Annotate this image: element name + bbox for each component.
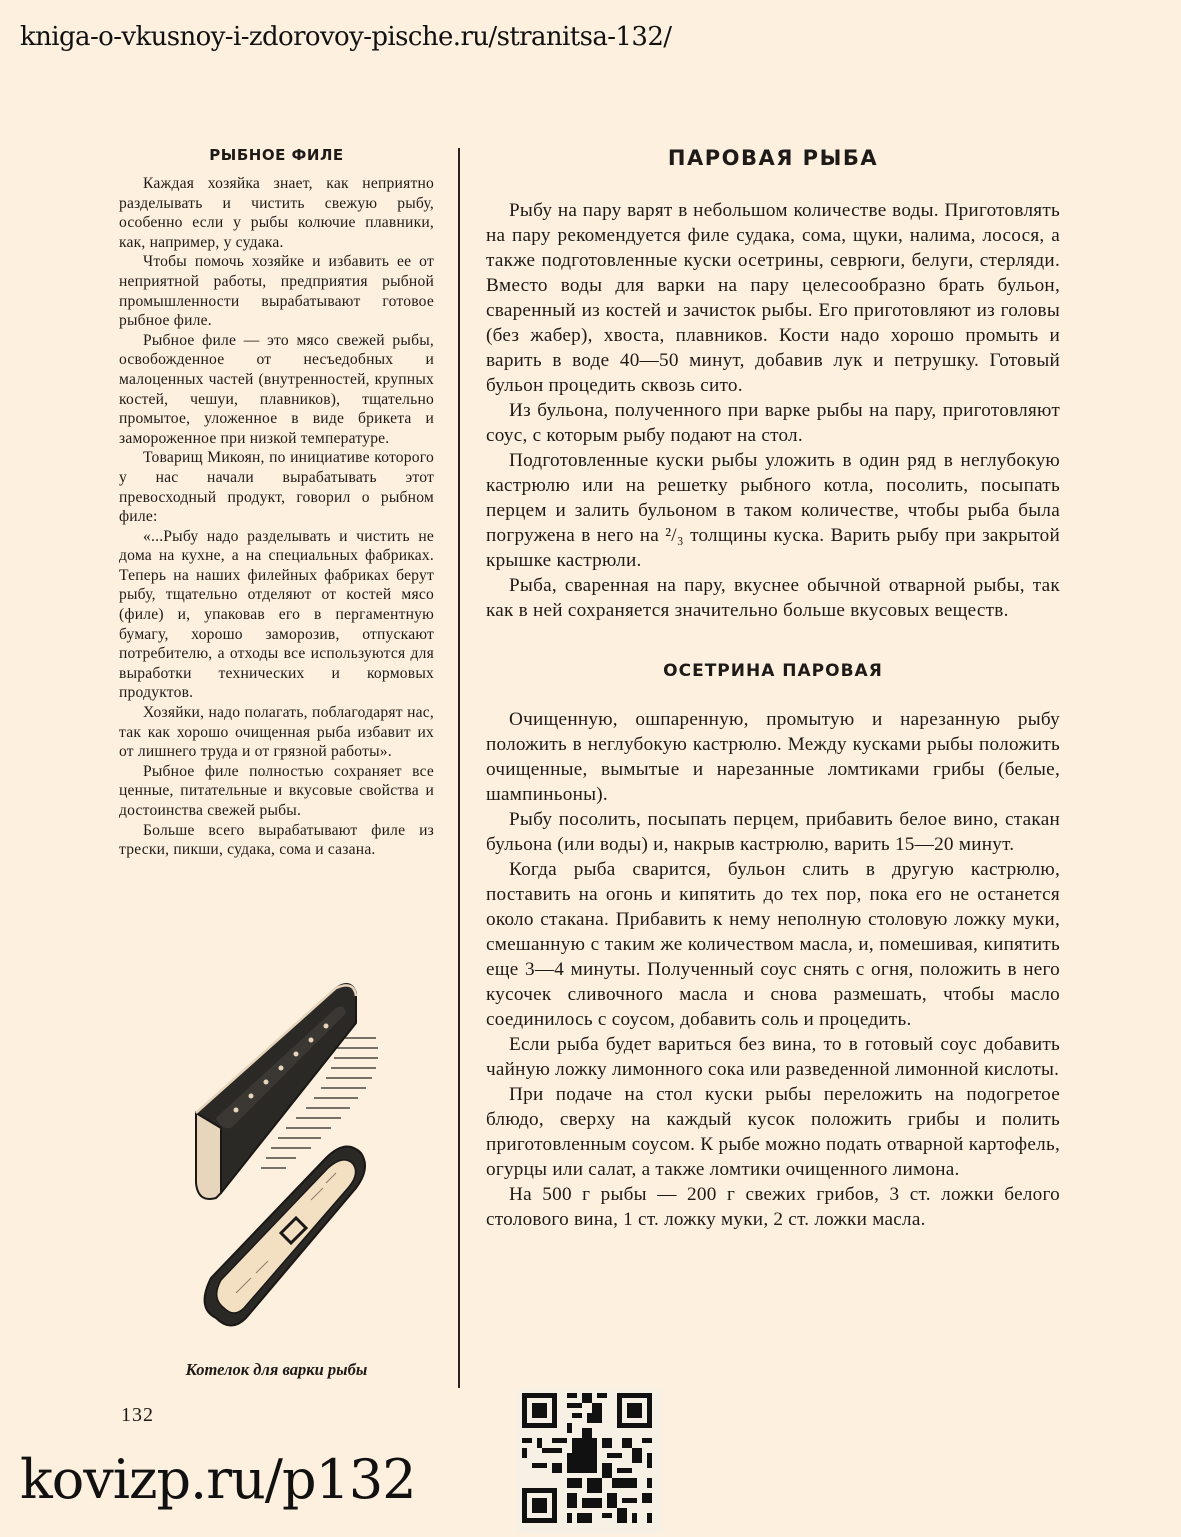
quote-paragraph: «...Рыбу надо разделывать и чистить не дома на кухне, а на специальных фабриках. Теперь на наших филейных фабриках берут рыбу, тщательно отделяют от костей мясо (филе) и, упаковав его в пергаментную бумагу, хорошо заморозив, отпускают потребителю, а отходы все используются для выработки технических и кормовых продуктов. xyxy=(119,527,434,702)
fish-kettle-icon xyxy=(186,978,456,1338)
right-column xyxy=(486,146,1060,1232)
paragraph: Рыбное филе — это мясо свежей рыбы, освобожденное от несъедобных и малоценных частей (внутренностей, крупных костей, чешуи, плавников), тщательно промытое, уложенное в виде брикета и замороженное при низкой температуре. xyxy=(119,331,434,447)
short-url-link[interactable]: kovizp.ru/p132 xyxy=(20,1448,416,1511)
paragraph: Рыбу на пару варят в небольшом количестве воды. Приготовлять на пару рекомендуется филе судака, сома, щуки, налима, лосося, а также подготовленные куски осетрины, севрюги, белуги, стерляди. Вместо воды для варки на пару целесообразно брать бульон, сваренный из костей и зачисток рыбы. Его приготовляют из головы (без жабер), хвоста, плавников. Кости надо хорошо промыть и варить в воде 40—50 минут, добавив лук и петрушку. Готовый бульон процедить сквозь сито. xyxy=(486,200,1060,396)
paragraph: Товарищ Микоян, по инициативе которого у нас начали вырабатывать этот превосходный продукт, говорил о рыбном филе: xyxy=(119,449,434,526)
paragraph: При подаче на стол куски рыбы переложить на подогретое блюдо, сверху на каждый кусок положить грибы и полить приготовленным соусом. К рыбе можно подать отварной картофель, огурцы или салат, а также ломтики очищенного лимона. xyxy=(486,1084,1060,1180)
paragraph: Рыба, сваренная на пару, вкуснее обычной отварной рыбы, так как в ней сохраняется значительно больше вкусовых веществ. xyxy=(486,575,1060,621)
fish-kettle-illustration xyxy=(186,978,456,1338)
paragraph: Если рыба будет вариться без вина, то в готовый соус добавить чайную ложку лимонного сока или разведенной лимонной кислоты. xyxy=(486,1034,1060,1080)
column-divider xyxy=(458,148,460,1388)
section-title-steamed-sturgeon: ОСЕТРИНА ПАРОВАЯ xyxy=(663,661,883,681)
page-number: 132 xyxy=(121,1404,154,1426)
section-title-steamed-fish: ПАРОВАЯ РЫБА xyxy=(667,146,879,170)
qr-code-icon[interactable] xyxy=(517,1388,662,1533)
paragraph: Подготовленные куски рыбы уложить в один ряд в неглубокую кастрюлю или на решетку рыбного котла, посолить, посыпать перцем и залить бульоном в таком количестве, чтобы рыба была погружена в него на ²/₃ толщины куска. Варить рыбу при закрытой крышке кастрюли. xyxy=(486,450,1060,571)
section-gap xyxy=(486,623,1060,661)
quote-paragraph: Хозяйки, надо полагать, поблагодарят нас, так как хорошо очищенная рыба избавит их от лишнего труда и от грязной работы». xyxy=(119,704,434,761)
left-column xyxy=(119,146,434,860)
paragraph: Из бульона, полученного при варке рыбы на пару, приготовляют соус, с которым рыбу подают на стол. xyxy=(486,400,1060,446)
qr-code-graphic xyxy=(517,1388,662,1533)
paragraph: Рыбное филе полностью сохраняет все ценные, питательные и вкусовые свойства и достоинства свежей рыбы. xyxy=(119,762,434,819)
section-title-fish-fillet: РЫБНОЕ ФИЛЕ xyxy=(209,146,344,164)
paragraph: Рыбу посолить, посыпать перцем, прибавить белое вино, стакан бульона (или воды) и, накрыв кастрюлю, варить 15—20 минут. xyxy=(486,809,1060,855)
paragraph: Больше всего вырабатывают филе из трески, пикши, судака, сома и сазана. xyxy=(119,821,434,859)
figure-caption: Котелок для варки рыбы xyxy=(185,1360,368,1379)
page-url: kniga-o-vkusnoy-i-zdorovoy-pische.ru/stranitsa-132/ xyxy=(20,22,672,52)
paragraph: Когда рыба сварится, бульон слить в другую кастрюлю, поставить на огонь и кипятить до тех пор, пока его не останется около стакана. Прибавить к нему неполную столовую ложку муки, смешанную с таким же количеством масла, и, помешивая, кипятить еще 3—4 минуты. Полученный соус снять с огня, положить в него кусочек сливочного масла и снова размешать, чтобы масло соединилось с соусом, добавить соль и процедить. xyxy=(486,859,1060,1030)
ingredients-paragraph: На 500 г рыбы — 200 г свежих грибов, 3 ст. ложки белого столового вина, 1 ст. ложку муки, 2 ст. ложки масла. xyxy=(486,1184,1060,1230)
paragraph: Очищенную, ошпаренную, промытую и нарезанную рыбу положить в неглубокую кастрюлю. Между кусками рыбы положить очищенные, вымытые и нарезанные ломтиками грибы (белые, шампиньоны). xyxy=(486,709,1060,805)
paragraph: Чтобы помочь хозяйке и избавить ее от неприятной работы, предприятия рыбной промышленности вырабатывают готовое рыбное филе. xyxy=(119,253,434,330)
paragraph: Каждая хозяйка знает, как неприятно разделывать и чистить свежую рыбу, особенно если у рыбы колючие плавники, как, например, у судака. xyxy=(119,175,434,251)
